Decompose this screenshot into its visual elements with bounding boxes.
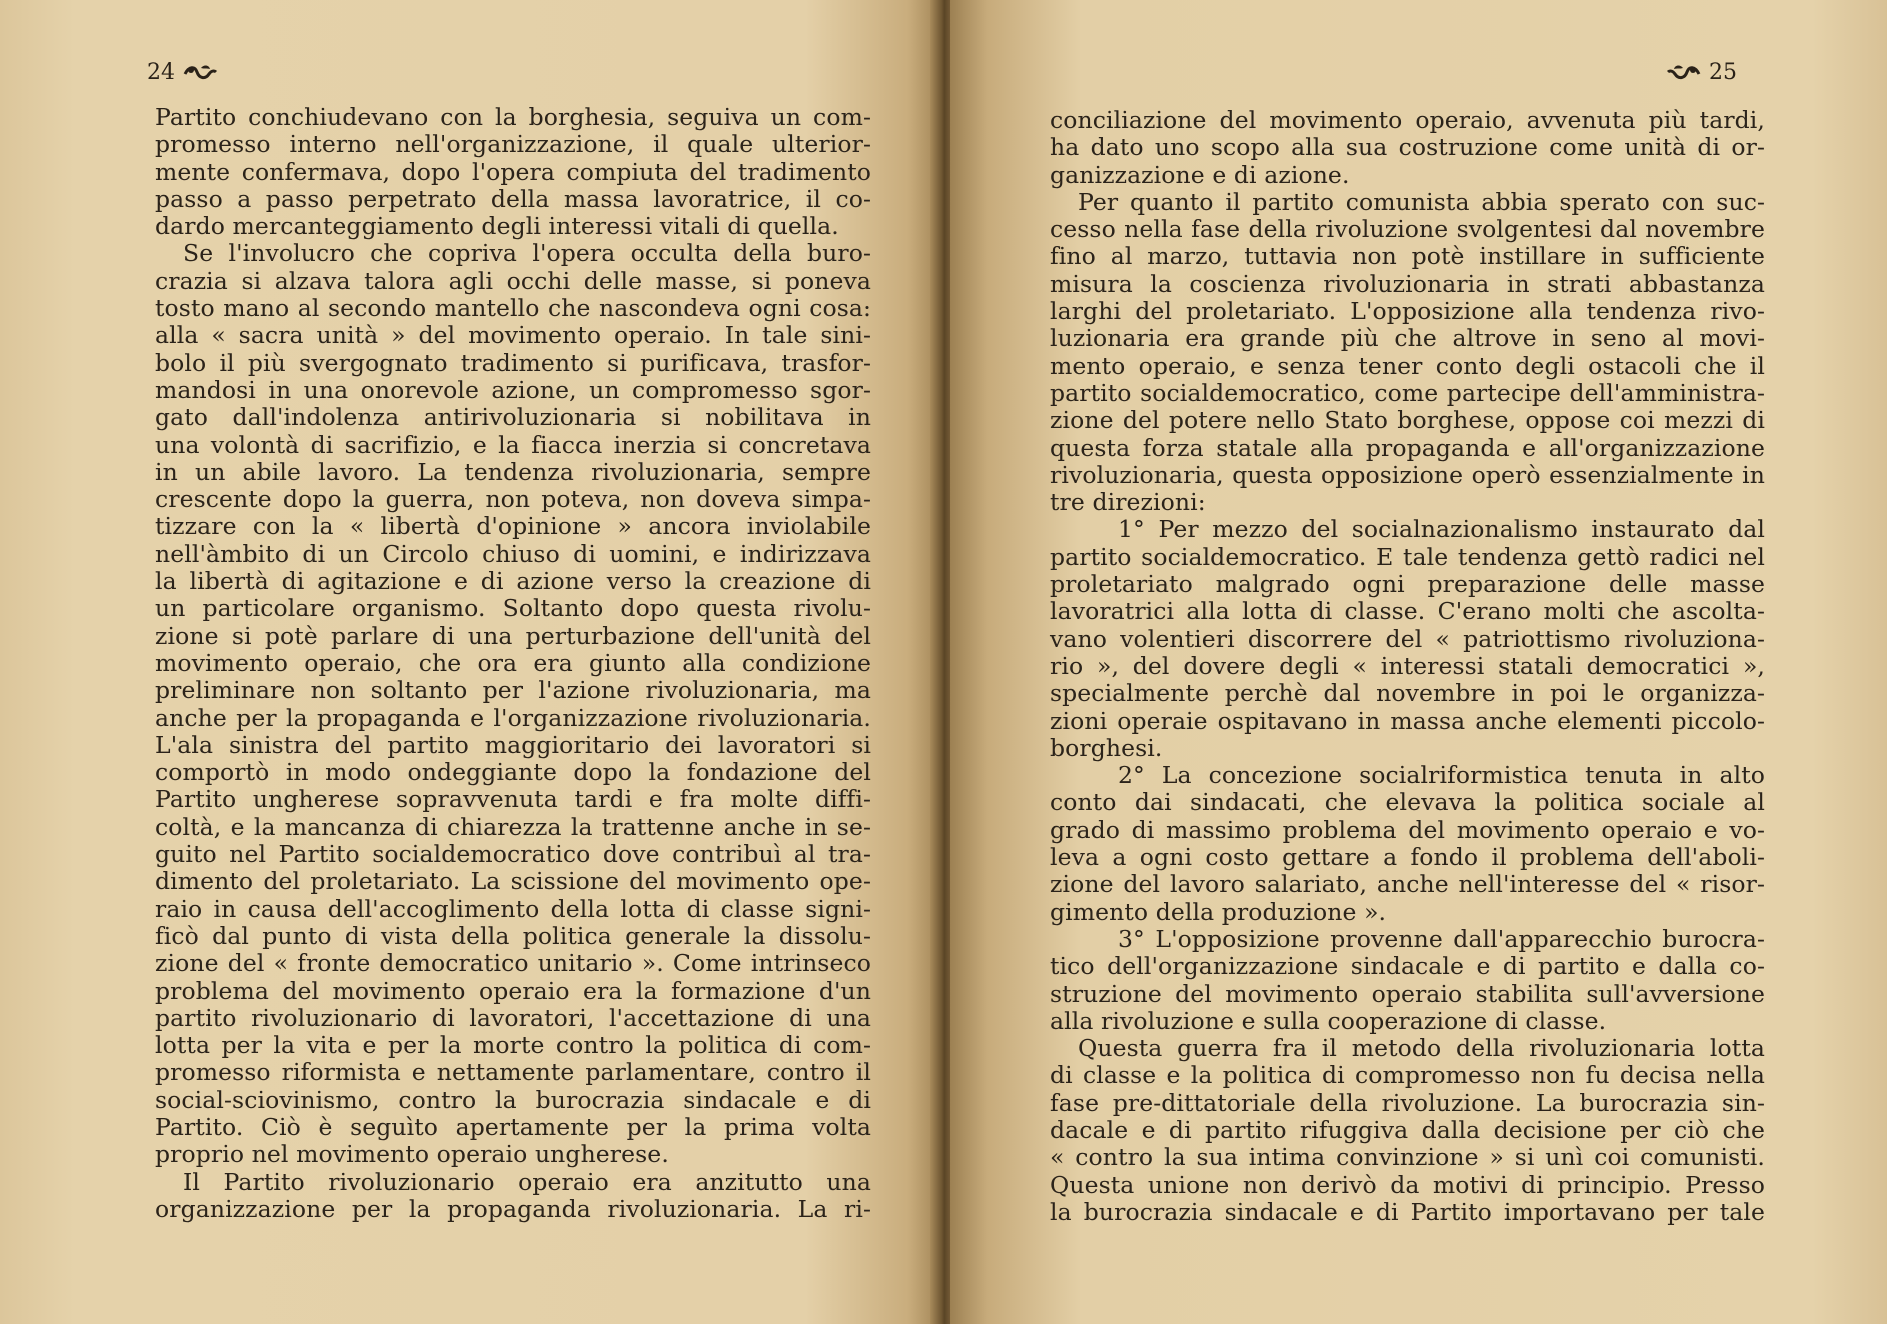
text-line: zioni operaie ospitavano in massa anche elementi piccolo- [1050,706,1765,735]
text-line: ficò dal punto di vista della politica generale la dissolu- [155,921,871,950]
text-line: social-sciovinismo, contro la burocrazia sindacale e di [155,1085,871,1114]
left-page-body [155,104,871,1223]
text-line: rio », del dovere degli « interessi statali democratici », [1050,651,1765,680]
text-line: la burocrazia sindacale e di Partito importavano per tale [1050,1197,1765,1226]
right-page [950,0,1887,1324]
text-line: una volontà di sacrifizio, e la fiacca inerzia si concretava [155,430,871,459]
fleuron-ornament-icon [1667,62,1701,84]
text-line: Partito ungherese sopravvenuta tardi e fra molte diffi- [155,785,871,814]
text-line: questa forza statale alla propaganda e all'organizzazione [1050,433,1765,462]
right-page-number: 25 [1709,60,1737,85]
text-line: crazia si alzava talora agli occhi delle masse, si poneva [155,266,871,295]
text-line: raio in causa dell'accoglimento della lotta di classe signi- [155,894,871,923]
text-line: L'ala sinistra del partito maggioritario dei lavoratori si [155,730,871,759]
right-page-header [1667,60,1737,85]
text-line: mente confermava, dopo l'opera compiuta del tradimento [155,157,871,186]
text-line: Il Partito rivoluzionario operaio era anzitutto una [183,1167,871,1196]
text-line: partito rivoluzionario di lavoratori, l'accettazione di una [155,1003,871,1032]
text-line: mandosi in una onorevole azione, un compromesso sgor- [155,375,871,404]
right-page-body [1050,107,1765,1226]
text-line: tizzare con la « libertà d'opinione » ancora inviolabile [155,512,871,541]
text-line: 2° La concezione socialriformistica tenuta in alto [1118,761,1765,790]
text-line: crescente dopo la guerra, non poteva, non doveva simpa- [155,485,871,514]
text-line: « contro la sua intima convinzione » si unì coi comunisti. [1050,1143,1765,1172]
text-line: ganizzazione e di azione. [1050,160,1350,189]
text-line: dardo mercanteggiamento degli interessi vitali di quella. [155,212,839,241]
text-line: 1° Per mezzo del socialnazionalismo instaurato dal [1118,515,1765,544]
text-line: tico dell'organizzazione sindacale e di partito e dalla co- [1050,952,1765,981]
text-line: conciliazione del movimento operaio, avvenuta più tardi, [1050,106,1765,134]
left-page-header [147,60,217,85]
text-line: in un abile lavoro. La tendenza rivoluzionaria, sempre [155,457,871,486]
text-line: Partito. Ciò è seguìto apertamente per la prima volta [155,1112,871,1141]
text-line: dacale e di partito rifuggiva dalla decisione per ciò che [1050,1115,1765,1144]
fleuron-ornament-icon [183,62,217,84]
text-line: alla rivoluzione e sulla cooperazione di classe. [1050,1006,1607,1035]
text-line: 3° L'opposizione provenne dall'apparecchio burocra- [1118,924,1765,953]
text-line: zione del lavoro salariato, anche nell'interesse del « risor- [1050,870,1765,899]
text-line: misura la coscienza rivoluzionaria in strati abbastanza [1050,269,1765,298]
left-page-number: 24 [147,60,175,85]
text-line: passo a passo perpetrato della massa lavoratrice, il co- [155,184,871,213]
text-line: conto dai sindacati, che elevava la politica sociale al [1050,788,1765,817]
text-line: tre direzioni: [1050,488,1206,517]
left-page [0,0,936,1324]
text-line: luzionaria era grande più che altrove in seno al movi- [1050,324,1765,353]
text-line: rivoluzionaria, questa opposizione operò essenzialmente in [1050,460,1765,489]
text-line: movimento operaio, che ora era giunto alla condizione [155,648,871,677]
text-line: mento operaio, e senza tener conto degli ostacoli che il [1050,351,1765,380]
text-line: zione del « fronte democratico unitario ». Come intrinseco [155,949,871,978]
text-line: gato dall'indolenza antirivoluzionaria si nobilitava in [155,403,871,432]
text-line: gimento della produzione ». [1050,897,1387,926]
text-line: un particolare organismo. Soltanto dopo questa rivolu- [155,594,871,623]
text-line: alla « sacra unità » del movimento operaio. In tale sini- [155,321,871,350]
text-line: vano volentieri discorrere del « patriottismo rivoluziona- [1050,624,1765,653]
text-line: zione del potere nello Stato borghese, oppose coi mezzi di [1050,406,1765,435]
text-line: promesso interno nell'organizzazione, il quale ulterior- [155,130,871,159]
text-line: Partito conchiudevano con la borghesia, seguiva un com- [155,103,871,131]
text-line: fase pre-dittatoriale della rivoluzione. La burocrazia sin- [1050,1088,1765,1117]
text-line: problema del movimento operaio era la formazione d'un [155,976,871,1005]
text-line: partito socialdemocratico. E tale tendenza gettò radici nel [1050,542,1765,571]
text-line: lotta per la vita e per la morte contro la politica di com- [155,1031,871,1060]
text-line: proprio nel movimento operaio ungherese. [155,1140,669,1169]
text-line: borghesi. [1050,733,1163,762]
text-line: proletariato malgrado ogni preparazione delle masse [1050,570,1765,599]
text-line: cesso nella fase della rivoluzione svolgentesi dal novembre [1050,215,1765,244]
text-line: ha dato uno scopo alla sua costruzione come unità di or- [1050,133,1765,162]
text-line: la libertà di agitazione e di azione verso la creazione di [155,567,871,596]
text-line: dimento del proletariato. La scissione del movimento ope- [155,867,871,896]
text-line: grado di massimo problema del movimento operaio e vo- [1050,815,1765,844]
text-line: comportò in modo ondeggiante dopo la fondazione del [155,758,871,787]
text-line: anche per la propaganda e l'organizzazione rivoluzionaria. [155,703,871,732]
text-line: lavoratrici alla lotta di classe. C'erano molti che ascolta- [1050,597,1765,626]
text-line: bolo il più svergognato tradimento si purificava, trasfor- [155,348,871,377]
text-line: Questa guerra fra il metodo della rivoluzionaria lotta [1078,1034,1765,1063]
text-line: partito socialdemocratico, come partecipe dell'amministra- [1050,378,1765,407]
text-line: zione si potè parlare di una perturbazione dell'unità del [155,621,871,650]
text-line: Per quanto il partito comunista abbia sperato con suc- [1078,187,1765,216]
text-line: nell'àmbito di un Circolo chiuso di uomini, e indirizzava [155,539,871,568]
text-line: di classe e la politica di compromesso non fu decisa nella [1050,1061,1765,1090]
text-line: promesso riformista e nettamente parlamentare, contro il [155,1058,871,1087]
text-line: tosto mano al secondo mantello che nascondeva ogni cosa: [155,294,871,323]
text-line: struzione del movimento operaio stabilita sull'avversione [1050,979,1765,1008]
text-line: preliminare non soltanto per l'azione rivoluzionaria, ma [155,676,871,705]
text-line: organizzazione per la propaganda rivoluzionaria. La ri- [155,1194,871,1223]
text-line: leva a ogni costo gettare a fondo il problema dell'aboli- [1050,843,1765,872]
text-line: specialmente perchè dal novembre in poi le organizza- [1050,679,1765,708]
text-line: fino al marzo, tuttavia non potè instillare in sufficiente [1050,242,1765,271]
text-line: guito nel Partito socialdemocratico dove contribuì al tra- [155,840,871,869]
text-line: Questa unione non derivò da motivi di principio. Presso [1050,1170,1765,1199]
text-line: larghi del proletariato. L'opposizione alla tendenza rivo- [1050,297,1765,326]
text-line: coltà, e la mancanza di chiarezza la trattenne anche in se- [155,812,871,841]
text-line: Se l'involucro che copriva l'opera occulta della buro- [183,239,871,268]
